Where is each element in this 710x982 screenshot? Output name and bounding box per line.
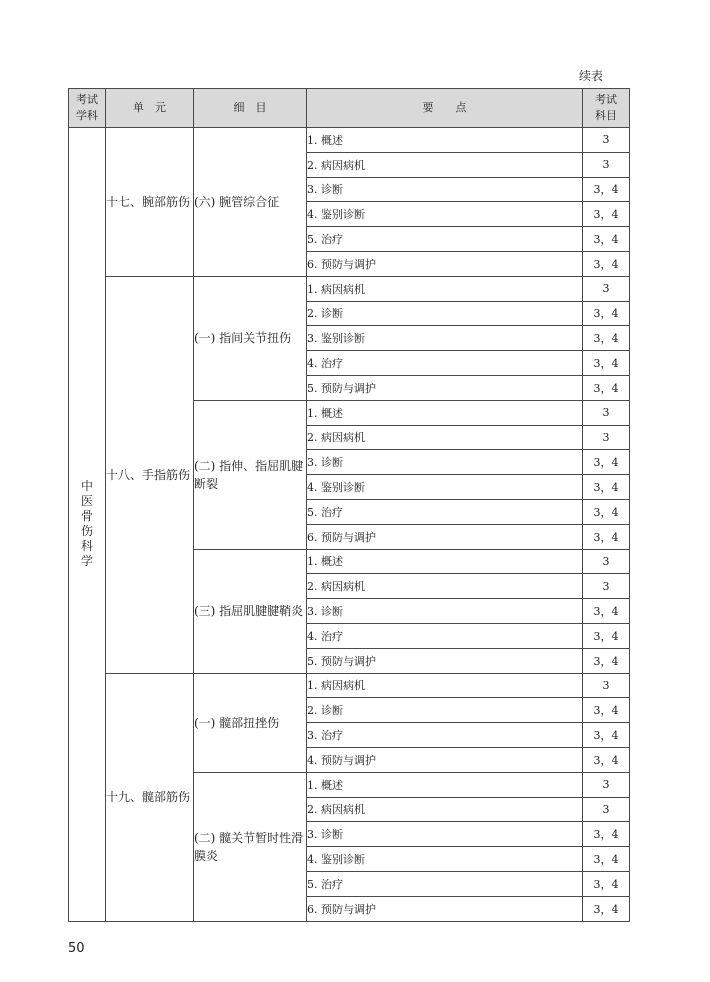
exam-subject-code: 3，4	[583, 375, 630, 400]
exam-subject-code: 3，4	[583, 227, 630, 252]
exam-subject-code: 3	[583, 797, 630, 822]
exam-subject-code: 3，4	[583, 524, 630, 549]
exam-subject-code: 3，4	[583, 822, 630, 847]
exam-subject-code: 3，4	[583, 723, 630, 748]
point-text: 6. 预防与调护	[307, 896, 583, 921]
header-row	[69, 89, 630, 128]
point-text: 3. 诊断	[307, 599, 583, 624]
point-text: 1. 概述	[307, 128, 583, 153]
header-point: 要 点	[307, 89, 583, 128]
point-text: 5. 治疗	[307, 871, 583, 896]
exam-subject-code: 3	[583, 425, 630, 450]
point-text: 5. 预防与调护	[307, 375, 583, 400]
point-text: 4. 鉴别诊断	[307, 202, 583, 227]
exam-subject-code: 3，4	[583, 599, 630, 624]
exam-subject-code: 3	[583, 128, 630, 153]
exam-subject-code: 3，4	[583, 648, 630, 673]
unit-name: 十九、髋部筋伤	[106, 673, 194, 921]
point-text: 2. 病因病机	[307, 797, 583, 822]
item-name: (一) 髋部扭挫伤	[194, 673, 307, 772]
exam-subject-code: 3，4	[583, 177, 630, 202]
table-row	[69, 276, 630, 301]
unit-name: 十八、手指筋伤	[106, 276, 194, 673]
exam-subject-code: 3，4	[583, 847, 630, 872]
point-text: 1. 概述	[307, 400, 583, 425]
header-exam: 考试 科目	[583, 89, 630, 128]
point-text: 3. 诊断	[307, 822, 583, 847]
table-row	[69, 128, 630, 153]
exam-subject-code: 3，4	[583, 871, 630, 896]
continued-label: 续表	[579, 69, 604, 83]
exam-subject-code: 3，4	[583, 747, 630, 772]
exam-subject-code: 3，4	[583, 450, 630, 475]
item-name: (六) 腕管综合征	[194, 128, 307, 277]
point-text: 3. 鉴别诊断	[307, 326, 583, 351]
point-text: 5. 治疗	[307, 499, 583, 524]
exam-subject-code: 3，4	[583, 301, 630, 326]
point-text: 3. 诊断	[307, 177, 583, 202]
point-text: 4. 治疗	[307, 351, 583, 376]
point-text: 6. 预防与调护	[307, 251, 583, 276]
point-text: 1. 概述	[307, 772, 583, 797]
exam-subject-code: 3	[583, 574, 630, 599]
item-name: (二) 指伸、指屈肌腱断裂	[194, 400, 307, 549]
exam-subject-code: 3	[583, 549, 630, 574]
point-text: 4. 鉴别诊断	[307, 475, 583, 500]
item-name: (二) 髋关节暂时性滑膜炎	[194, 772, 307, 921]
point-text: 1. 病因病机	[307, 673, 583, 698]
exam-syllabus-table	[68, 88, 630, 922]
point-text: 5. 预防与调护	[307, 648, 583, 673]
exam-subject-code: 3，4	[583, 326, 630, 351]
point-text: 2. 诊断	[307, 301, 583, 326]
table-row	[69, 673, 630, 698]
exam-subject-code: 3，4	[583, 351, 630, 376]
point-text: 1. 病因病机	[307, 276, 583, 301]
point-text: 2. 病因病机	[307, 574, 583, 599]
exam-subject-code: 3，4	[583, 623, 630, 648]
table-body	[69, 128, 630, 922]
exam-subject-code: 3，4	[583, 251, 630, 276]
point-text: 4. 预防与调护	[307, 747, 583, 772]
header-subject: 考试 学科	[69, 89, 106, 128]
item-name: (一) 指间关节扭伤	[194, 276, 307, 400]
table-header	[69, 89, 630, 128]
point-text: 1. 概述	[307, 549, 583, 574]
exam-subject-code: 3，4	[583, 499, 630, 524]
point-text: 2. 病因病机	[307, 425, 583, 450]
point-text: 4. 治疗	[307, 623, 583, 648]
page-number: 50	[68, 941, 85, 956]
point-text: 6. 预防与调护	[307, 524, 583, 549]
unit-name: 十七、腕部筋伤	[106, 128, 194, 277]
point-text: 4. 鉴别诊断	[307, 847, 583, 872]
exam-subject-code: 3	[583, 400, 630, 425]
exam-subject-code: 3	[583, 772, 630, 797]
header-item: 细 目	[194, 89, 307, 128]
subject-label: 中医骨伤科学	[80, 479, 93, 569]
exam-subject-code: 3	[583, 673, 630, 698]
point-text: 3. 治疗	[307, 723, 583, 748]
exam-subject-code: 3	[583, 152, 630, 177]
exam-subject-code: 3	[583, 276, 630, 301]
point-text: 2. 病因病机	[307, 152, 583, 177]
header-unit: 单 元	[106, 89, 194, 128]
subject-cell	[69, 128, 106, 922]
item-name: (三) 指屈肌腱腱鞘炎	[194, 549, 307, 673]
exam-subject-code: 3，4	[583, 896, 630, 921]
exam-subject-code: 3，4	[583, 475, 630, 500]
point-text: 5. 治疗	[307, 227, 583, 252]
point-text: 3. 诊断	[307, 450, 583, 475]
point-text: 2. 诊断	[307, 698, 583, 723]
exam-subject-code: 3，4	[583, 202, 630, 227]
exam-subject-code: 3，4	[583, 698, 630, 723]
